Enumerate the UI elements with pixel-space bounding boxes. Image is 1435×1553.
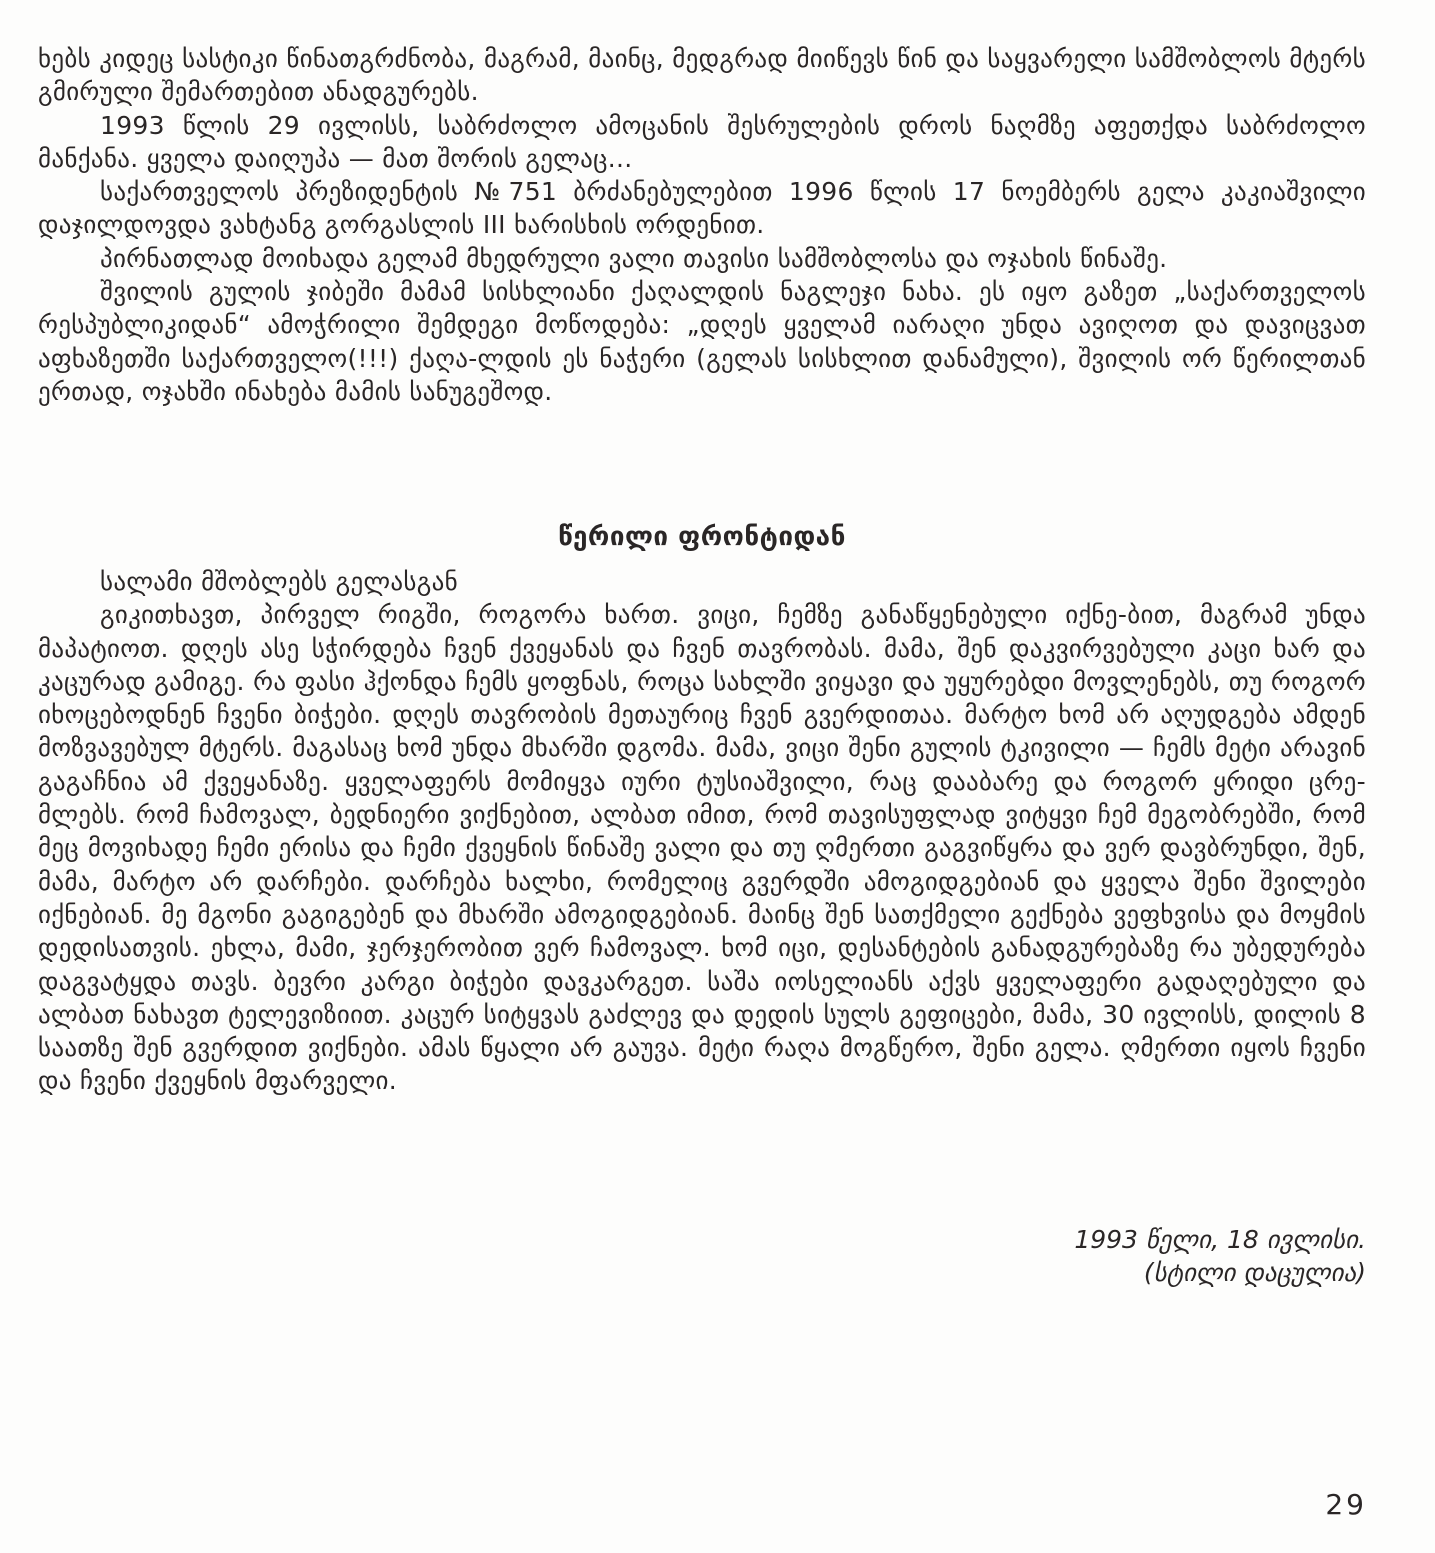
letter-date: 1993 წელი, 18 ივლისი. [1074,1225,1366,1254]
letter-heading: წერილი ფრონტიდან [558,522,846,552]
page-number: 29 [1325,1488,1367,1521]
paragraph-explosion: 1993 წლის 29 ივლისს, საბრძოლო ამოცანის შესრულების დროს ნაღმზე აფეთქდა საბრძოლო მანქანა. ყველა დაიღუპა — მათ შორის გელაც... [38,110,1366,173]
paragraph-newspaper: შვილის გულის ჯიბეში მამამ სისხლიანი ქაღალდის ნაგლეჯი ნახა. ეს იყო გაზეთ „საქართველოს რესპუბლიკიდან“ ამოჭრილი შემდეგი მოწოდება: „დღეს ყველამ იარაღი უნდა ავიღოთ და დავიცვათ აფხაზეთში საქართველო(!!!) ქაღა-ლდის ეს ნაჭერი (გელას სისხლით დანამული), შვილის ორ წერილთან ერთად, ოჯახში ინახება მამის სანუგეშოდ. [38,277,1366,406]
paragraph-award: საქართველოს პრეზიდენტის №751 ბრძანებულებით 1996 წლის 17 ნოემბერს გელა კაკიაშვილი დაჯილდოვდა ვახტანგ გორგასლის III ხარისხის ორდენით. [38,177,1366,240]
top-text-section [38,42,1366,408]
letter-body: გიკითხავთ, პირველ რიგში, როგორა ხართ. ვიცი, ჩემზე განაწყენებული იქნე-ბით, მაგრამ უნდა მაპატიოთ. დღეს ასე სჭირდება ჩვენ ქვეყანას და ჩვენ თავრობას. მამა, შენ დაკვირვებული კაცი ხარ და კაცურად გამიგე. რა ფასი ჰქონდა ჩემს ყოფნას, როცა სახლში ვიყავი და უყურებდი მოვლენებს, თუ როგორ იხოცებოდნენ ჩვენი ბიჭები. დღეს თავრობის მეთაურიც ჩვენ გვერდითაა. მარტო ხომ არ აღუდგება ამდენ მოზვავებულ მტერს. მაგასაც ხომ უნდა მხარში დგომა. მამა, ვიცი შენი გულის ტკივილი — ჩემს მეტი არავინ გაგაჩნია ამ ქვეყანაზე. ყველაფერს მომიყვა იური ტუსიაშვილი, რაც დააბარე და როგორ ყრიდი ცრე-მლებს. რომ ჩამოვალ, ბედნიერი ვიქნებით, ალბათ იმით, რომ თავისუფლად ვიტყვი ჩემ მეგობრებში, რომ მეც მოვიხადე ჩემი ერისა და ჩემი ქვეყნის წინაშე ვალი და თუ ღმერთი გაგვიწყრა და ვერ დავბრუნდი, შენ, მამა, მარტო არ დარჩები. დარჩება ხალხი, რომელიც გვერდში ამოგიდგებიან და ყველა შენი შვილები იქნებიან. მე მგონი გაგიგებენ და მხარში ამოგიდგებიან. მაინც შენ სათქმელი გექნება ვეფხვისა და მოყმის დედისათვის. ეხლა, მამი, ჯერჯერობით ვერ ჩამოვალ. ხომ იცი, დესანტების განადგურებაზე რა უბედურება დაგვატყდა თავს. ბევრი კარგი ბიჭები დავკარგეთ. საშა იოსელიანს აქვს ყველაფერი გადაღებული და ალბათ ნახავთ ტელევიზიით. კაცურ სიტყვას გაძლევ და დედის სულს გეფიცები, მამა, 30 ივლისს, დილის 8 საათზე შენ გვერდით ვიქნები. ამას წყალი არ გაუვა. მეტი რაღა მოგწერო, შენი გელა. ღმერთი იყოს ჩვენი და ჩვენი ქვეყნის მფარველი. [38,600,1366,1096]
paragraph-continuation: ხებს კიდეც სასტიკი წინათგრძნობა, მაგრამ, მაინც, მედგრად მიიწევს წინ და საყვარელი სამშობლოს მტერს გმირული შემართებით ანადგურებს. [38,44,1366,107]
style-preserved-note: (სტილი დაცულია) [1143,1258,1366,1287]
paragraph-duty: პირნათლად მოიხადა გელამ მხედრული ვალი თავისი სამშობლოსა და ოჯახის წინაშე. [100,243,1168,273]
letter-greeting: სალამი მშობლებს გელასგან [100,567,458,596]
letter-section [38,565,1366,1098]
